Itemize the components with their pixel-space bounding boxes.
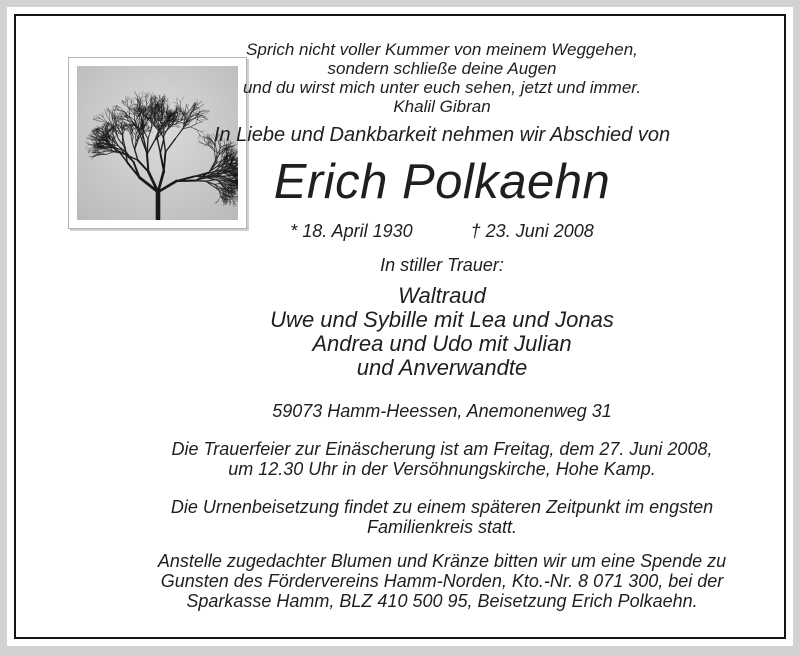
announcement-line: um 12.30 Uhr in der Versöhnungskirche, Hohe Kamp. bbox=[228, 459, 656, 479]
obituary-content bbox=[100, 7, 784, 646]
farewell-intro-line: In Liebe und Dankbarkeit nehmen wir Abschied von bbox=[213, 124, 671, 146]
announcement-line: Die Urnenbeisetzung findet zu einem späteren Zeitpunkt im engsten bbox=[170, 497, 714, 517]
mourning-heading: In stiller Trauer: bbox=[380, 255, 504, 275]
quote-attribution: Khalil Gibran bbox=[393, 97, 491, 116]
birth-date: * 18. April 1930 bbox=[290, 221, 413, 241]
announcement-line: Familienkreis statt. bbox=[366, 517, 518, 537]
announcement-line: Gunsten des Fördervereins Hamm-Norden, Kto.-Nr. 8 071 300, bei der bbox=[160, 571, 724, 591]
announcement-line: Sparkasse Hamm, BLZ 410 500 95, Beisetzung Erich Polkaehn. bbox=[186, 591, 698, 611]
funeral-service-announcement bbox=[100, 439, 784, 479]
quote-line: Sprich nicht voller Kummer von meinem Weggehen, bbox=[246, 40, 638, 59]
urn-burial-announcement bbox=[100, 497, 784, 537]
death-date: † 23. Juni 2008 bbox=[470, 221, 594, 241]
donation-request bbox=[100, 551, 784, 611]
announcement-line: Anstelle zugedachter Blumen und Kränze bitten wir um eine Spende zu bbox=[157, 551, 727, 571]
memorial-quote bbox=[100, 40, 784, 116]
mourner-line: Andrea und Udo mit Julian bbox=[312, 331, 572, 356]
quote-line: und du wirst mich unter euch sehen, jetzt und immer. bbox=[242, 78, 642, 97]
mourner-line: und Anverwandte bbox=[356, 355, 528, 380]
mourner-line: Waltraud bbox=[398, 283, 486, 308]
mourners-list bbox=[100, 284, 784, 380]
obituary-card bbox=[7, 7, 793, 646]
quote-line: sondern schließe deine Augen bbox=[327, 59, 557, 78]
announcement-line: Die Trauerfeier zur Einäscherung ist am Freitag, dem 27. Juni 2008, bbox=[171, 439, 713, 459]
mourner-line: Uwe und Sybille mit Lea und Jonas bbox=[270, 307, 614, 332]
life-dates bbox=[100, 220, 784, 242]
deceased-name: Erich Polkaehn bbox=[273, 155, 611, 209]
family-address: 59073 Hamm-Heessen, Anemonenweg 31 bbox=[272, 401, 612, 421]
